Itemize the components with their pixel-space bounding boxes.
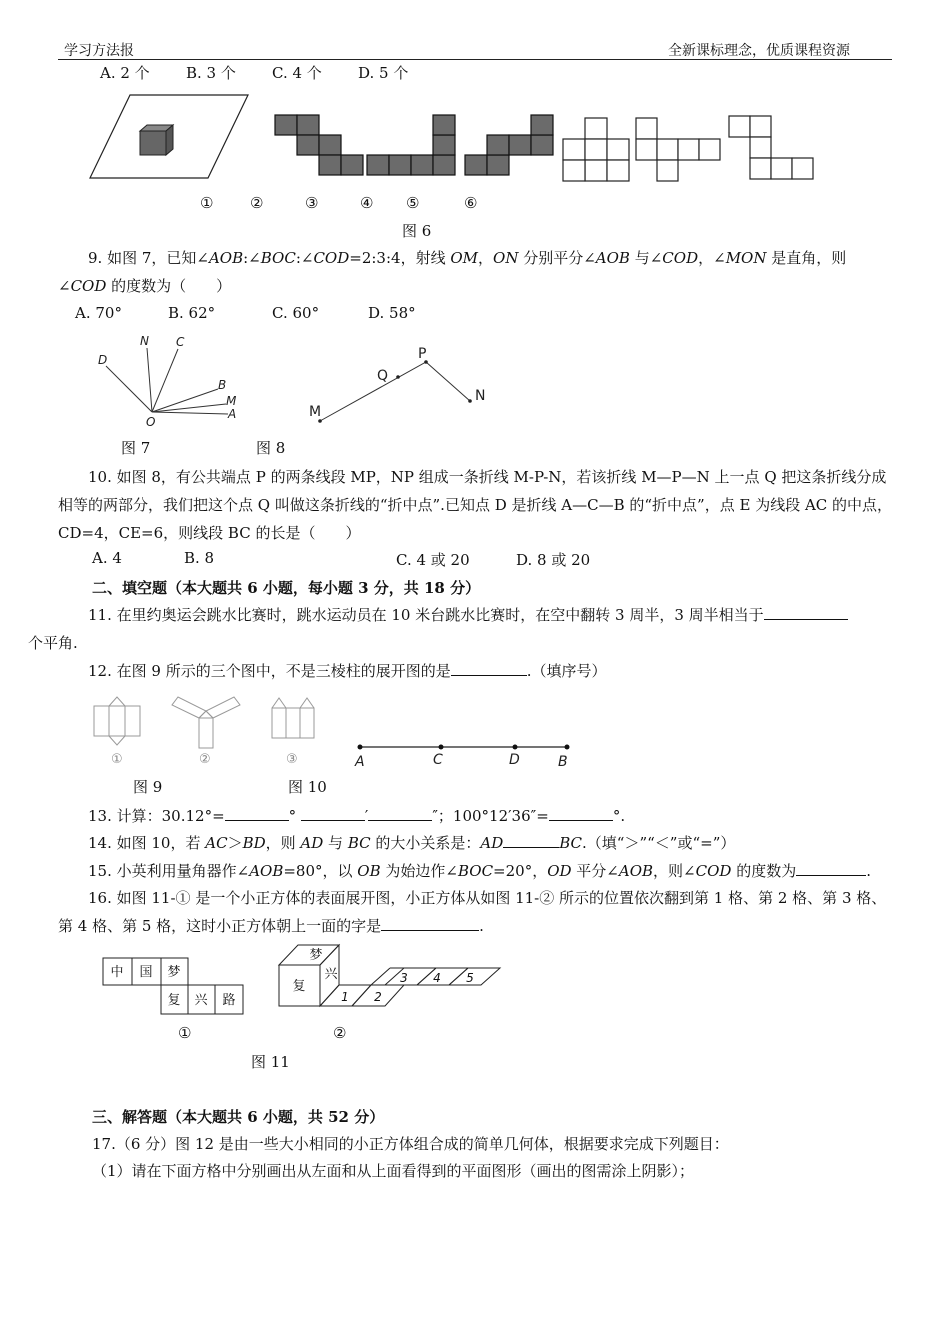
fig7-caption: 图 7 (121, 439, 151, 457)
fig11-cell-2: 2 (374, 990, 382, 1004)
fig6-num-6: ⑥ (464, 194, 478, 212)
fig11-num-2: ② (333, 1024, 347, 1042)
fig10-label-a: A (355, 754, 365, 770)
fig8-label-p: P (418, 346, 427, 362)
fig8-label-n: N (475, 388, 486, 404)
fig7-label-o: O (146, 415, 156, 429)
q16-stem: 16. 如图 11-① 是一个小正方体的表面展开图，小正方体从如图 11-② 所示的位置依次翻到第 1 格、第 2 格、第 3 格、第 4 格、第 5 格，这时小正方体朝上一面的字是 . (58, 889, 887, 935)
fig11-net-cell-5: 兴 (194, 993, 208, 1008)
q8-option-a: A. 2 个 (100, 64, 150, 82)
q8-option-c: C. 4 个 (272, 64, 322, 82)
fig11-net-cell-6: 路 (222, 993, 236, 1008)
q9-option-b: B. 62° (168, 304, 216, 322)
section-2-heading: 二、填空题（本大题共 6 小题，每小题 3 分，共 18 分） (92, 579, 481, 597)
fig9-num-3: ③ (286, 752, 298, 767)
q10-option-c: C. 4 或 20 (396, 551, 470, 569)
q15-stem: 15. 小英利用量角器作∠AOB=80°，以 OB 为始边作∠BOC=20°，OD 平分∠AOB，则∠COD 的度数为 . (88, 862, 871, 880)
fig11-num-1: ① (178, 1024, 192, 1042)
fig10-label-d: D (509, 752, 520, 768)
fig9-caption: 图 9 (133, 778, 163, 796)
fig10-label-c: C (433, 752, 443, 768)
fig11-net-cell-4: 复 (167, 993, 181, 1008)
fig10-label-b: B (558, 754, 568, 770)
fig11-net-cell-2: 国 (139, 965, 153, 980)
fig11-cell-5: 5 (466, 971, 474, 985)
q8-option-d: D. 5 个 (358, 64, 409, 82)
fig11-net-cell-3: 梦 (167, 965, 181, 980)
fig9-num-1: ① (111, 752, 123, 767)
q10-option-a: A. 4 (92, 549, 122, 567)
q12-stem: 12. 在图 9 所示的三个图中，不是三棱柱的展开图的是 .（填序号） (88, 662, 607, 680)
q17-line-2: （1）请在下面方格中分别画出从左面和从上面看得到的平面图形（画出的图需涂上阴影）； (92, 1162, 695, 1180)
fig7-label-a: A (228, 407, 237, 421)
fig7-label-m: M (226, 394, 237, 408)
q14-stem: 14. 如图 10，若 AC＞BD，则 AD 与 BC 的大小关系是：AD BC.（填“＞”“＜”或“=”） (88, 834, 736, 852)
q17-line-1: 17.（6 分）图 12 是由一些大小相同的小正方体组合成的简单几何体，根据要求完成下列题目： (92, 1135, 729, 1153)
fig11-caption: 图 11 (251, 1053, 290, 1071)
fig6-num-5: ⑤ (406, 194, 420, 212)
q9-option-d: D. 58° (368, 304, 416, 322)
fig11-cell-1: 1 (341, 990, 349, 1004)
fig11-cube-top: 梦 (309, 948, 323, 963)
q9-stem: 9. 如图 7，已知∠AOB:∠BOC:∠COD=2:3:4，射线 OM，ON 分别平分∠AOB 与∠COD，∠MON 是直角，则 ∠COD 的度数为（ ） (58, 249, 847, 295)
fig11-net-cell-1: 中 (110, 965, 124, 980)
fig8-label-q: Q (377, 368, 389, 384)
fig6-num-1: ① (200, 194, 214, 212)
fig7-label-d: D (98, 353, 108, 367)
fig6-caption: 图 6 (402, 222, 432, 240)
fig11-cell-4: 4 (433, 971, 441, 985)
fig10-caption: 图 10 (288, 778, 327, 796)
q8-option-b: B. 3 个 (186, 64, 236, 82)
fig6-num-4: ④ (360, 194, 374, 212)
q10-option-d: D. 8 或 20 (516, 551, 591, 569)
fig8-caption: 图 8 (256, 439, 286, 457)
header-right: 全新课标理念，优质课程资源 (668, 43, 850, 59)
fig7-label-n: N (140, 334, 149, 348)
fig7-label-c: C (176, 335, 185, 349)
fig9-num-2: ② (199, 752, 211, 767)
section-3-heading: 三、解答题（本大题共 6 小题，共 52 分） (92, 1108, 385, 1126)
q10-stem: 10. 如图 8，有公共端点 P 的两条线段 MP，NP 组成一条折线 M-P-N，若该折线 M—P—N 上一点 Q 把这条折线分成相等的两部分，我们把这个点 Q 叫做这条折线的“折中点”.已知点 D 是折线 A—C—B 的“折中点”，点 E 为线段 AC 的中点，CD=4，CE=6，则线段 BC 的长是（ ） (58, 468, 893, 542)
q9-option-a: A. 70° (75, 304, 122, 322)
fig11-cell-3: 3 (400, 971, 408, 985)
q10-option-b: B. 8 (184, 549, 215, 567)
q11-stem: 11. 在里约奥运会跳水比赛时，跳水运动员在 10 米台跳水比赛时，在空中翻转 3 周半，3 周半相当于 个平角. (58, 601, 894, 657)
q9-option-c: C. 60° (272, 304, 320, 322)
fig11-cube-side: 兴 (324, 967, 338, 982)
fig6-num-3: ③ (305, 194, 319, 212)
fig8-label-m: M (309, 404, 322, 420)
q13-stem: 13. 计算：30.12°= ° ′ ″；100°12′36″= °. (88, 807, 626, 825)
fig11-cube-front: 复 (292, 979, 306, 994)
fig6-num-2: ② (250, 194, 264, 212)
fig7-label-b: B (218, 378, 227, 392)
header-left: 学习方法报 (64, 43, 134, 59)
